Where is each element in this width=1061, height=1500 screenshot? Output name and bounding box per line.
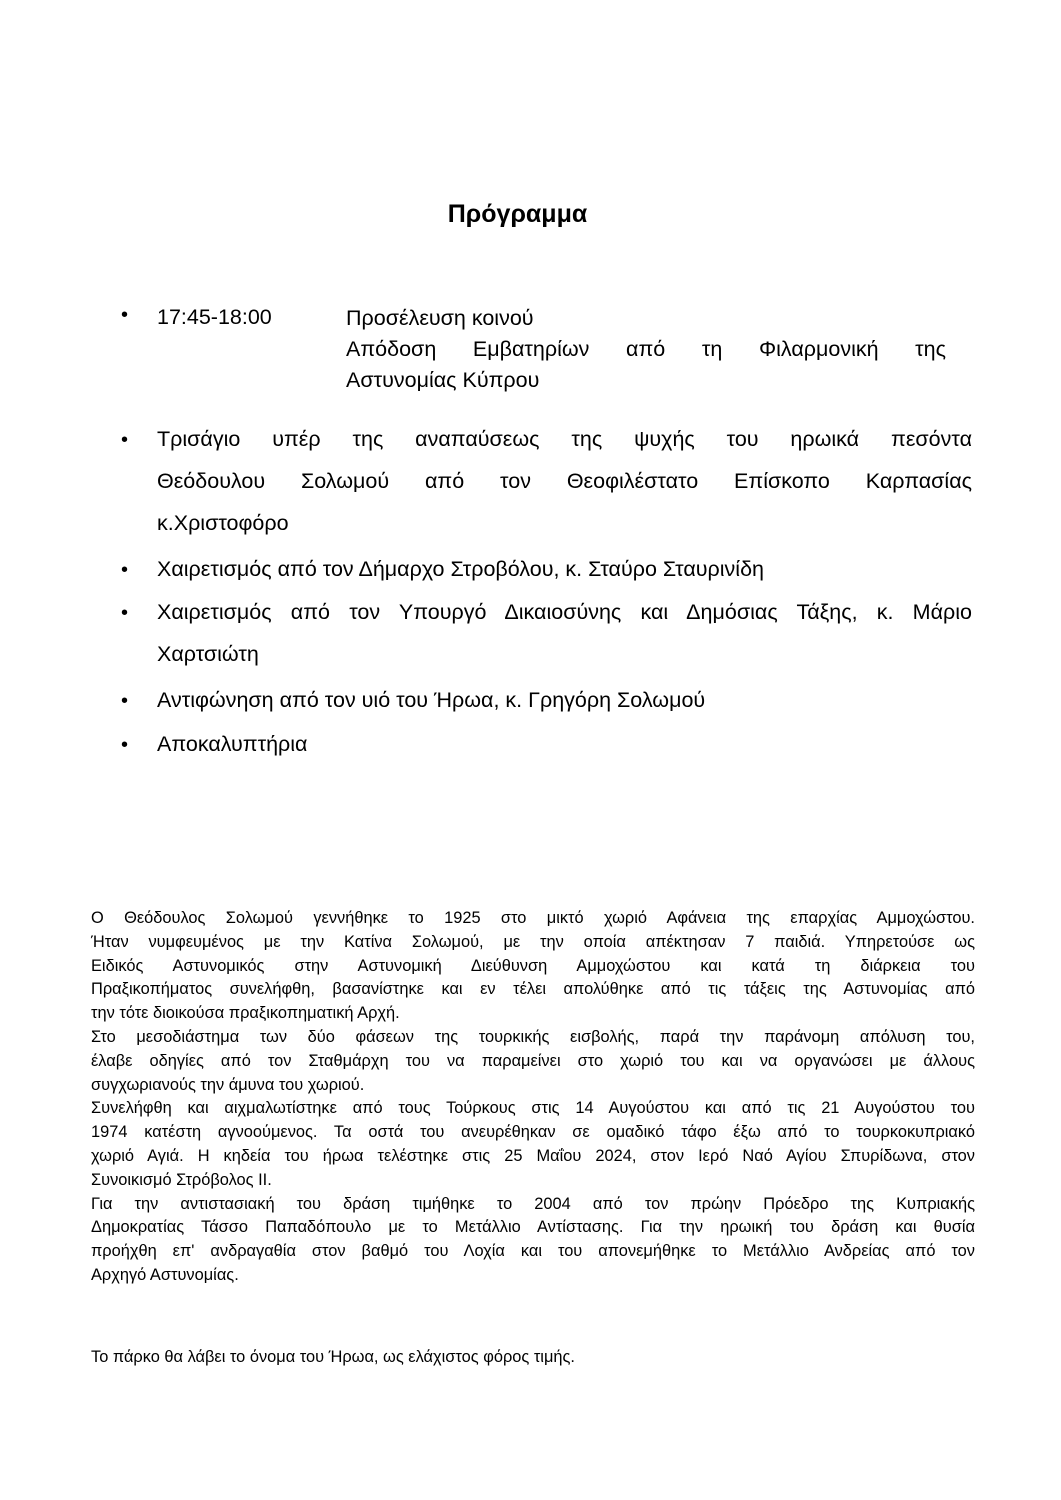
program-time: 17:45-18:00 — [157, 305, 272, 329]
program-item-line: Χαιρετισμός από τον Υπουργό Δικαιοσύνης και Δημόσιας Τάξης, κ. Μάριο — [157, 600, 972, 624]
program-item-line: Τρισάγιο υπέρ της αναπαύσεως της ψυχής του ηρωικά πεσόντα — [157, 427, 972, 451]
bullet-icon: • — [121, 734, 129, 756]
bullet-icon: • — [121, 690, 129, 712]
bio-line: Συνελήφθη και αιχμαλωτίστηκε από τους Τούρκους στις 14 Αυγούστου και από τις 21 Αυγούστου του — [91, 1099, 975, 1118]
program-activity: Αστυνομίας Κύπρου — [346, 368, 540, 392]
page-title: Πρόγραμμα — [447, 200, 588, 228]
bio-line: προήχθη επ' ανδραγαθία στον βαθμό του Λοχία και του απονεμήθηκε το Μετάλλιο Ανδρείας από τον — [91, 1242, 975, 1261]
bio-line: Συνοικισμό Στρόβολος ΙΙ. — [91, 1170, 272, 1189]
bio-line: Αρχηγό Αστυνομίας. — [91, 1265, 239, 1284]
program-activity: Απόδοση Εμβατηρίων από τη Φιλαρμονική της — [346, 337, 946, 361]
program-item-line: Αντιφώνηση από τον υιό του Ήρωα, κ. Γρηγόρη Σολωμού — [157, 688, 706, 712]
program-item-line: Θεόδουλου Σολωμού από τον Θεοφιλέστατο Επίσκοπο Καρπασίας — [157, 469, 972, 493]
program-item — [157, 418, 972, 544]
bullet-icon: • — [121, 559, 129, 581]
bio-line: συγχωριανούς την άμυνα του χωριού. — [91, 1075, 365, 1094]
bio-line: Ο Θεόδουλος Σολωμού γεννήθηκε το 1925 στο μικτό χωριό Αφάνεια της επαρχίας Αμμοχώστου. — [91, 909, 975, 927]
bullet-icon: • — [121, 304, 129, 326]
bio-line: Ειδικός Αστυνομικός στην Αστυνομική Διεύθυνση Αμμοχώστου και κατά τη διάρκεια του — [91, 956, 975, 975]
bio-line: Για την αντιστασιακή του δράση τιμήθηκε το 2004 από τον πρώην Πρόεδρο της Κυπριακής — [91, 1194, 975, 1213]
program-item — [157, 679, 972, 721]
program-item-line: Αποκαλυπτήρια — [157, 732, 308, 756]
bullet-icon: • — [121, 429, 129, 451]
bio-line: 1974 κατέστη αγνοούμενος. Τα οστά του ανευρέθηκαν σε ομαδικό τάφο έξω από το τουρκοκυπριακό — [91, 1123, 975, 1142]
bio-line: Πραξικοπήματος συνελήφθη, βασανίστηκε και εν τέλει απολύθηκε από τις τάξεις της Αστυνομίας από — [91, 980, 975, 999]
closing-statement: Το πάρκο θα λάβει το όνομα του Ήρωα, ως ελάχιστος φόρος τιμής. — [91, 1348, 575, 1366]
program-activity: Προσέλευση κοινού — [346, 306, 534, 330]
program-item-line: Χαιρετισμός από τον Δήμαρχο Στροβόλου, κ. Σταύρο Σταυρινίδη — [157, 557, 764, 581]
bio-line: Στο μεσοδιάστημα των δύο φάσεων της τουρκικής εισβολής, παρά την παράνομη απόλυση του, — [91, 1027, 975, 1046]
bullet-icon: • — [121, 602, 129, 624]
program-activities — [346, 303, 946, 396]
program-item — [157, 591, 972, 675]
bio-line: Ήταν νυμφευμένος με την Κατίνα Σολωμού, με την οποία απέκτησαν 7 παιδιά. Υπηρετούσε ως — [91, 932, 975, 951]
program-item-line: κ.Χριστοφόρο — [157, 511, 289, 535]
biography-text — [91, 907, 975, 1288]
bio-line: έλαβε οδηγίες από τον Σταθμάρχη του να παραμείνει στο χωριό του και να οργανώσει με άλλους — [91, 1051, 975, 1070]
bio-line: Δημοκρατίας Τάσσο Παπαδόπουλο με το Μετάλλιο Αντίστασης. Για την ηρωική του δράση και θυσία — [91, 1218, 975, 1237]
bio-line: χωριό Αγιά. Η κηδεία του ήρωα τελέστηκε στις 25 Μαΐου 2024, στον Ιερό Ναό Αγίου Σπυρίδωνα, στον — [91, 1146, 975, 1165]
program-item — [157, 548, 972, 590]
program-item — [157, 723, 972, 765]
bio-line: την τότε διοικούσα πραξικοπηματική Αρχή. — [91, 1004, 400, 1023]
program-item-line: Χαρτσιώτη — [157, 642, 259, 666]
